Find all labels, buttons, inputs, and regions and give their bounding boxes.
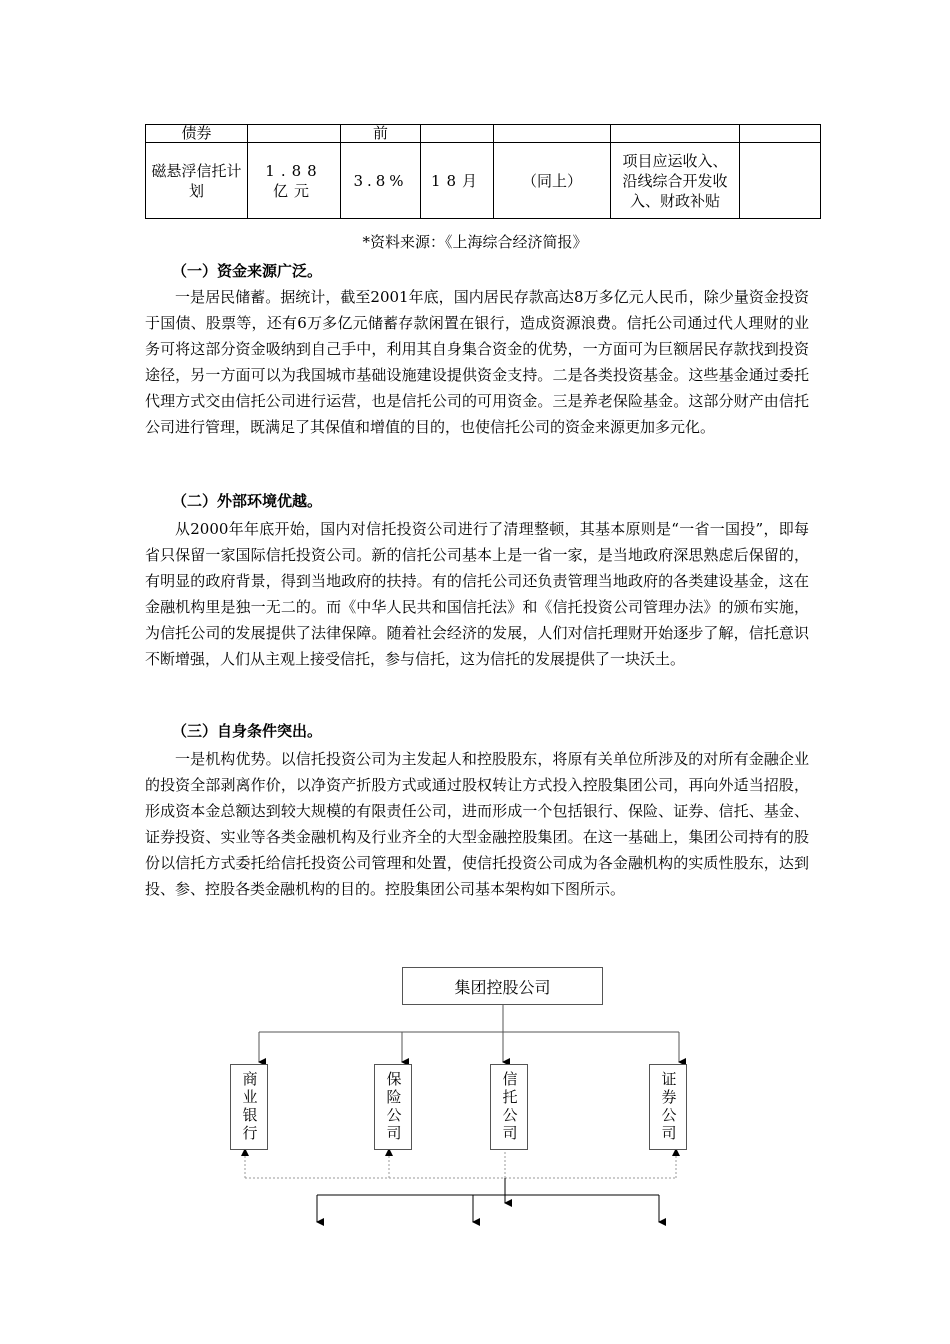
section-heading: （三）自身条件突出。	[172, 722, 323, 740]
paragraph-text: 从2000年年底开始，国内对信托投资公司进行了清理整顿，其基本原则是“一省一国投”，即每省只保留一家国际信托投资公司。新的信托公司基本上是一省一家，是当地政府深思熟虑后保留的，有明显的政府背景，得到当地政府的扶持。有的信托公司还负责管理当地政府的各类建设基金，这在金融机构里是独一无二的。而《中华人民共和国信托法》和《信托投资公司管理办法》的颁布实施，为信托公司的发展提供了法律保障。随着社会经济的发展，人们对信托理财开始逐步了解，信托意识不断增强，人们从主观上接受信托，参与信托，这为信托的发展提供了一块沃土。	[145, 520, 809, 668]
table-cell: 18月	[421, 143, 494, 219]
paragraph-text: 一是机构优势。以信托投资公司为主发起人和控股股东，将原有关单位所涉及的对所有金融企业的投资全部剥离作价，以净资产折股方式或通过股权转让方式投入控股集团公司，再向外适当招股，形成资本金总额达到较大规模的有限责任公司，进而形成一个包括银行、保险、证券、信托、基金、证券投资、实业等各类金融机构及行业齐全的大型金融控股集团。在这一基础上，集团公司持有的股份以信托方式委托给信托投资公司管理和处置，使信托投资公司成为各金融机构的实质性股东，达到投、参、控股各类金融机构的目的。控股集团公司基本架构如下图所示。	[145, 750, 809, 898]
table-cell: （同上）	[494, 143, 611, 219]
paragraph-text: 一是居民储蓄。据统计，截至2001年底，国内居民存款高达8万多亿元人民币，除少量资金投资于国债、股票等，还有6万多亿元储蓄存款闲置在银行，造成资源浪费。信托公司通过代人理财的业务可将这部分资金吸纳到自己手中，利用其自身集合资金的优势，一方面可为巨额居民存款找到投资途径，另一方面可以为我国城市基础设施建设提供资金支持。二是各类投资基金。这些基金通过委托代理方式交由信托公司进行运营，也是信托公司的可用资金。三是养老保险基金。这部分财产由信托公司进行管理，既满足了其保值和增值的目的，也使信托公司的资金来源更加多元化。	[145, 288, 809, 436]
table-cell: 3.8%	[341, 143, 421, 219]
table-cell: 磁悬浮信托计划	[146, 143, 248, 219]
trust-company-box: 信托公司	[490, 1064, 528, 1150]
commercial-bank-box: 商业银行	[230, 1064, 268, 1150]
table-cell: 前	[341, 125, 421, 143]
insurance-company-box: 保险公司	[374, 1064, 412, 1150]
table-cell: 债券	[146, 125, 248, 143]
source-note: *资料来源：《上海综合经济简报》	[362, 233, 588, 251]
group-holding-company-box: 集团控股公司	[402, 967, 603, 1005]
section-heading: （二）外部环境优越。	[172, 492, 323, 510]
table-cell: 1.88亿元	[248, 143, 341, 219]
section-heading: （一）资金来源广泛。	[172, 262, 323, 280]
securities-company-box: 证券公司	[649, 1064, 687, 1150]
table-cell: 项目应运收入、沿线综合开发收入、财政补贴	[611, 143, 740, 219]
